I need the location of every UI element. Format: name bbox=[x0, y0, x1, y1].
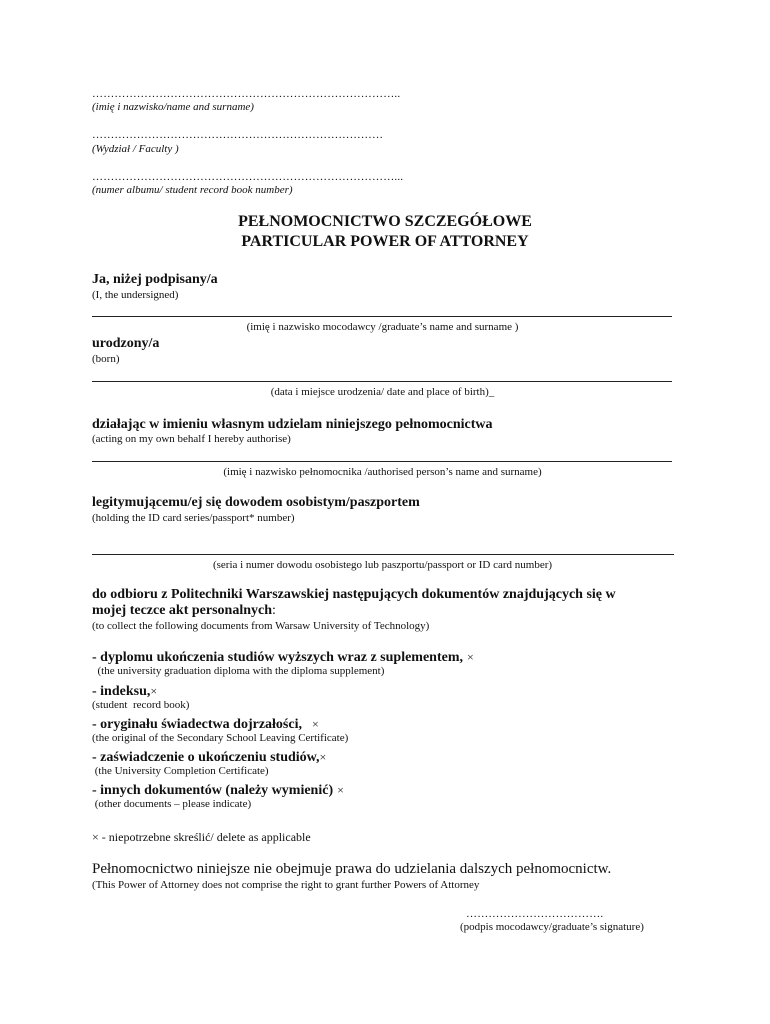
collect-colon: : bbox=[272, 603, 276, 618]
cross-mark-icon: × bbox=[467, 650, 474, 664]
footnote bbox=[92, 830, 311, 845]
document-item-sub: (the University Completion Certificate) bbox=[92, 765, 269, 777]
born-caption: (data i miejsce urodzenia/ date and place of birth)_ bbox=[270, 386, 495, 398]
document-item bbox=[92, 715, 319, 733]
document-item bbox=[92, 781, 344, 799]
document-item bbox=[92, 648, 474, 666]
cross-mark-icon: × bbox=[319, 750, 327, 764]
undersigned-sub: (I, the undersigned) bbox=[92, 289, 179, 301]
cross-mark-icon: × bbox=[337, 783, 344, 797]
id-caption: (seria i numer dowodu osobistego lub paszportu/passport or ID card number) bbox=[212, 559, 553, 571]
id-fill-line bbox=[92, 554, 674, 555]
faculty-caption: (Wydział / Faculty ) bbox=[92, 143, 179, 155]
album-caption: (numer albumu/ student record book number) bbox=[92, 184, 293, 196]
closing-statement-sub: (This Power of Attorney does not comprise the right to grant further Powers of Attorney bbox=[92, 879, 480, 891]
closing-statement: Pełnomocnictwo niniejsze nie obejmuje prawa do udzielania dalszych pełnomocnictw. bbox=[92, 861, 612, 877]
document-item bbox=[92, 748, 326, 766]
cross-mark-icon: × bbox=[150, 684, 158, 698]
born-label: urodzony/a bbox=[92, 336, 160, 351]
album-dots: ………………………………………………………………………... bbox=[92, 171, 404, 183]
acting-sub: (acting on my own behalf I hereby authorise) bbox=[92, 433, 291, 445]
document-item bbox=[92, 682, 157, 700]
footnote-text: - niepotrzebne skreślić/ delete as applicable bbox=[98, 830, 311, 844]
cross-mark-icon: × bbox=[92, 830, 99, 844]
id-sub: (holding the ID card series/passport* number) bbox=[92, 512, 295, 524]
document-item-label: - indeksu, bbox=[92, 684, 151, 699]
signature-dots: ………………………………. bbox=[466, 908, 604, 920]
document-item-sub: (the university graduation diploma with the diploma supplement) bbox=[92, 665, 385, 677]
acting-label: działając w imieniu własnym udzielam niniejszego pełnomocnictwa bbox=[92, 417, 493, 432]
document-item-sub: (other documents – please indicate) bbox=[92, 798, 252, 810]
name-caption: (imię i nazwisko/name and surname) bbox=[92, 101, 254, 113]
collect-label-2-wrap bbox=[92, 603, 276, 619]
title-english: PARTICULAR POWER OF ATTORNEY bbox=[241, 233, 529, 250]
born-fill-line bbox=[92, 381, 672, 382]
acting-fill-line bbox=[92, 461, 672, 462]
undersigned-fill-line bbox=[92, 316, 672, 317]
document-item-label: - dyplomu ukończenia studiów wyższych wraz z suplementem, bbox=[92, 650, 463, 665]
collect-sub: (to collect the following documents from Warsaw University of Technology) bbox=[92, 620, 430, 632]
document-item-label: - innych dokumentów (należy wymienić) bbox=[92, 783, 334, 798]
name-dots: ……………………………………………………………………….. bbox=[92, 88, 401, 100]
document-item-label: - zaświadczenie o ukończeniu studiów, bbox=[92, 750, 320, 765]
acting-caption: (imię i nazwisko pełnomocnika /authorised person’s name and surname) bbox=[223, 466, 542, 478]
document-item-sub: (student record book) bbox=[92, 699, 190, 711]
id-label: legitymującemu/ej się dowodem osobistym/paszportem bbox=[92, 495, 420, 510]
title-polish: PEŁNOMOCNICTWO SZCZEGÓŁOWE bbox=[238, 213, 532, 230]
undersigned-caption: (imię i nazwisko mocodawcy /graduate’s name and surname ) bbox=[246, 321, 519, 333]
collect-label-1: do odbioru z Politechniki Warszawskiej następujących dokumentów znajdujących się w bbox=[92, 587, 616, 602]
born-sub: (born) bbox=[92, 353, 120, 365]
faculty-dots: …………………………………………………………………… bbox=[92, 129, 384, 141]
document-item-label: - oryginału świadectwa dojrzałości, bbox=[92, 717, 302, 732]
cross-mark-icon: × bbox=[311, 717, 319, 731]
signature-caption: (podpis mocodawcy/graduate’s signature) bbox=[460, 921, 644, 933]
undersigned-label: Ja, niżej podpisany/a bbox=[92, 272, 218, 287]
collect-label-2: mojej teczce akt personalnych bbox=[92, 603, 273, 618]
document-item-sub: (the original of the Secondary School Leaving Certificate) bbox=[92, 732, 349, 744]
